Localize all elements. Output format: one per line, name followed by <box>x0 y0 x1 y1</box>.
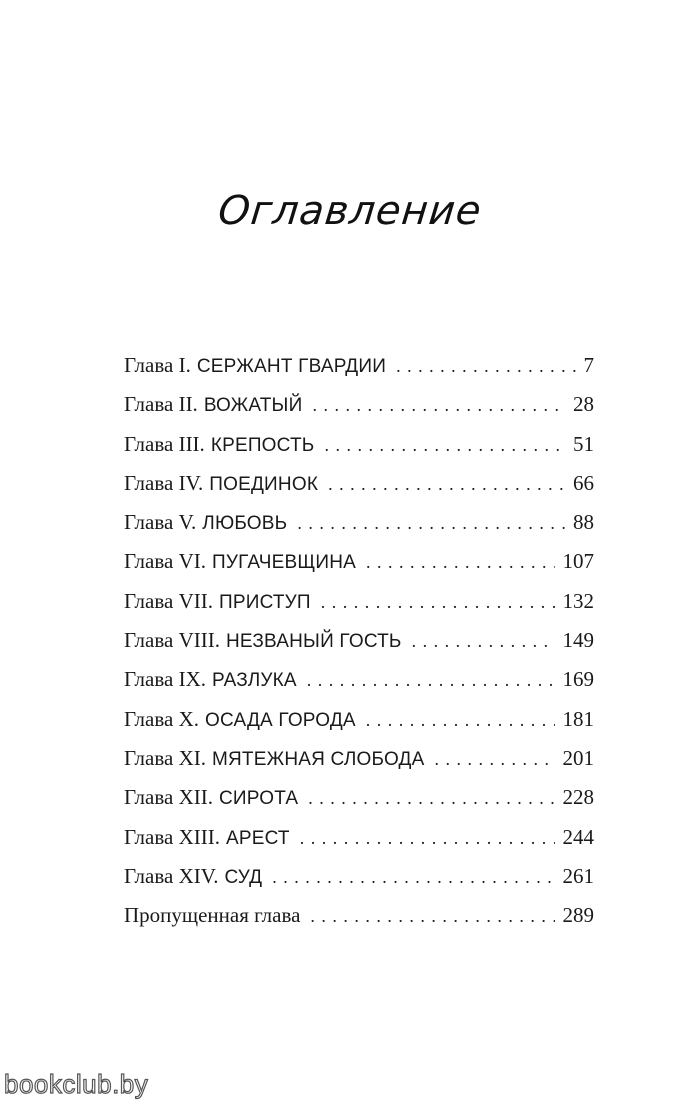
page-number: 181 <box>562 706 594 731</box>
toc-entry <box>124 896 594 935</box>
dot-leader <box>310 897 554 936</box>
toc-entry <box>124 818 594 857</box>
toc-entry <box>124 739 594 778</box>
chapter-title: НЕЗВАНЫЙ ГОСТЬ <box>225 631 402 653</box>
dot-leader <box>312 386 565 425</box>
toc-entry <box>124 542 594 581</box>
page-number: 261 <box>562 863 594 888</box>
chapter-title: РАЗЛУКА <box>211 670 297 692</box>
chapter-number: Глава XI. <box>124 745 206 770</box>
dot-leader <box>300 819 555 858</box>
toc-entry <box>124 425 594 464</box>
page-number: 51 <box>573 431 594 456</box>
table-of-contents <box>124 346 594 935</box>
page-number: 201 <box>562 745 594 770</box>
dot-leader <box>396 347 575 386</box>
chapter-number: Глава VII. <box>124 588 213 613</box>
chapter-title: СУД <box>224 866 263 888</box>
page-number: 169 <box>562 667 594 692</box>
chapter-title: СИРОТА <box>218 788 299 810</box>
chapter-title: ПРИСТУП <box>218 591 311 613</box>
chapter-number: Глава IV. <box>124 470 204 495</box>
dot-leader <box>366 701 555 740</box>
dot-leader <box>366 543 555 582</box>
chapter-title: ПОЕДИНОК <box>209 473 319 495</box>
dot-leader <box>308 779 554 818</box>
chapter-number: Глава III. <box>124 431 205 456</box>
toc-entry <box>124 778 594 817</box>
toc-entry <box>124 385 594 424</box>
dot-leader <box>324 426 565 465</box>
chapter-title: АРЕСТ <box>225 827 290 849</box>
page-number: 244 <box>562 824 594 849</box>
dot-leader <box>272 858 554 897</box>
page-title: Оглавление <box>216 188 484 234</box>
dot-leader <box>434 740 554 779</box>
chapter-title: СЕРЖАНТ ГВАРДИИ <box>196 356 387 377</box>
chapter-number: Глава XIV. <box>124 863 219 888</box>
toc-entry <box>124 621 594 660</box>
chapter-number: Глава XII. <box>124 785 213 810</box>
toc-entry <box>124 660 594 699</box>
page-number: 289 <box>562 903 594 928</box>
chapter-title: МЯТЕЖНАЯ СЛОБОДА <box>211 748 425 770</box>
chapter-number: Глава X. <box>124 706 199 731</box>
watermark: bookclub.by <box>4 1069 149 1099</box>
chapter-number: Глава II. <box>124 392 198 417</box>
dot-leader <box>412 622 555 661</box>
dot-leader <box>297 504 565 543</box>
chapter-title: ЛЮБОВЬ <box>202 513 288 535</box>
dot-leader <box>321 583 555 622</box>
toc-entry <box>124 346 594 385</box>
chapter-number: Глава VI. <box>124 549 206 574</box>
toc-entry <box>124 700 594 739</box>
dot-leader <box>307 661 555 700</box>
page-number: 228 <box>562 785 594 810</box>
chapter-number: Глава I. <box>124 353 191 377</box>
dot-leader <box>328 465 565 504</box>
toc-entry <box>124 582 594 621</box>
page-number: 7 <box>583 353 594 377</box>
chapter-title: ПУГАЧЕВЩИНА <box>211 552 356 574</box>
chapter-number: Глава IX. <box>124 667 206 692</box>
toc-entry <box>124 464 594 503</box>
chapter-number: Глава VIII. <box>124 628 220 653</box>
page-number: 88 <box>573 510 594 535</box>
page-number: 28 <box>573 392 594 417</box>
toc-entry <box>124 503 594 542</box>
toc-entry <box>124 857 594 896</box>
chapter-number: Пропущенная глава <box>124 903 301 928</box>
chapter-title: ОСАДА ГОРОДА <box>205 709 356 731</box>
page-number: 132 <box>562 588 594 613</box>
chapter-number: Глава XIII. <box>124 824 220 849</box>
chapter-number: Глава V. <box>124 510 197 535</box>
page-number: 107 <box>562 549 594 574</box>
page-number: 149 <box>562 628 594 653</box>
chapter-title: ВОЖАТЫЙ <box>203 395 303 417</box>
chapter-title: КРЕПОСТЬ <box>210 434 315 456</box>
page-number: 66 <box>573 470 594 495</box>
